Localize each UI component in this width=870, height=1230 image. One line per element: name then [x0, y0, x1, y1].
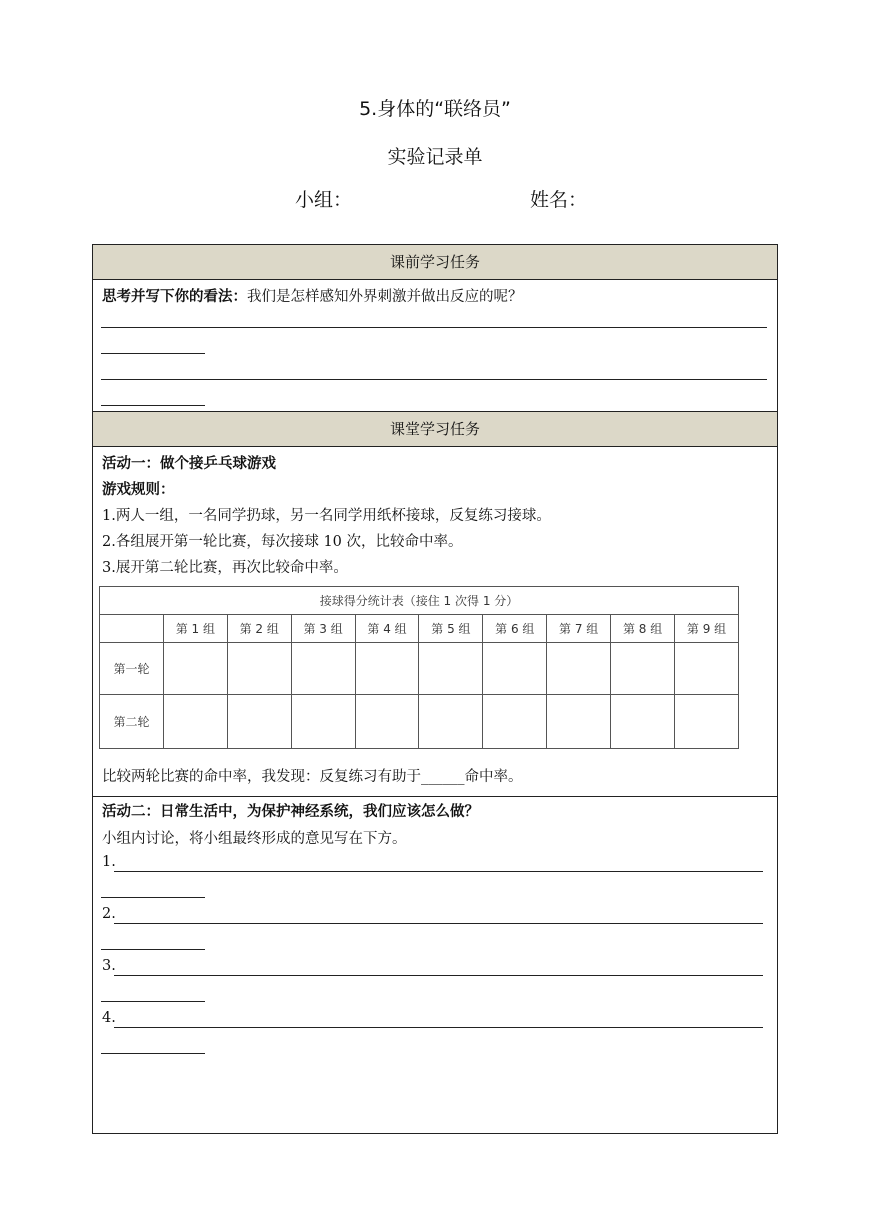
score-cell[interactable] [419, 643, 483, 694]
score-cell[interactable] [355, 643, 419, 694]
table-row [100, 643, 739, 694]
score-cell[interactable] [611, 694, 675, 748]
prompt-bold: 思考并写下你的看法： [102, 288, 247, 305]
score-cell[interactable] [419, 694, 483, 748]
table-corner-cell [100, 615, 164, 643]
answer-number: 2. [102, 906, 116, 922]
column-header: 第 7 组 [547, 615, 611, 643]
score-cell[interactable] [483, 694, 547, 748]
answer-line[interactable] [114, 975, 763, 976]
answer-number: 3. [102, 958, 116, 974]
column-header: 第 2 组 [227, 615, 291, 643]
section-header-pre-class: 课前学习任务 [93, 244, 777, 280]
rule-item: 3.展开第二轮比赛，再次比较命中率。 [102, 560, 348, 576]
answer-line-short[interactable] [101, 1053, 205, 1054]
conclusion-text: 比较两轮比赛的命中率，我发现：反复练习有助于______命中率。 [102, 769, 523, 785]
score-cell[interactable] [291, 643, 355, 694]
group-label: 小组： [295, 189, 353, 211]
answer-line-short[interactable] [101, 353, 205, 354]
answer-number: 1. [102, 854, 116, 870]
score-cell[interactable] [483, 643, 547, 694]
score-cell[interactable] [611, 643, 675, 694]
answer-line[interactable] [114, 871, 763, 872]
page-subtitle: 实验记录单 [387, 146, 483, 168]
answer-line-short[interactable] [101, 897, 205, 898]
prompt-text: 我们是怎样感知外界刺激并做出反应的呢？ [247, 289, 523, 305]
table-row [100, 694, 739, 748]
worksheet-frame [92, 244, 778, 1134]
column-header: 第 5 组 [419, 615, 483, 643]
activity-two-instruction: 小组内讨论，将小组最终形成的意见写在下方。 [102, 831, 407, 847]
score-cell[interactable] [355, 694, 419, 748]
score-cell[interactable] [547, 694, 611, 748]
page-title: 5.身体的“联络员” [359, 98, 511, 120]
answer-number: 4. [102, 1010, 116, 1026]
answer-line[interactable] [101, 379, 767, 380]
answer-line-short[interactable] [101, 1001, 205, 1002]
rule-item: 1.两人一组，一名同学扔球，另一名同学用纸杯接球，反复练习接球。 [102, 508, 551, 524]
answer-line-short[interactable] [101, 405, 205, 406]
column-header: 第 6 组 [483, 615, 547, 643]
column-header: 第 3 组 [291, 615, 355, 643]
score-cell[interactable] [675, 694, 739, 748]
column-header: 第 8 组 [611, 615, 675, 643]
activity-two-title: 活动二：日常生活中，为保护神经系统，我们应该怎么做？ [102, 803, 479, 820]
answer-line[interactable] [101, 327, 767, 328]
column-header: 第 1 组 [163, 615, 227, 643]
answer-line[interactable] [114, 1027, 763, 1028]
score-cell[interactable] [227, 694, 291, 748]
activity-one-title: 活动一：做个接乒乓球游戏 [102, 455, 276, 472]
rule-item: 2.各组展开第一轮比赛，每次接球 10 次，比较命中率。 [102, 534, 463, 550]
score-cell[interactable] [163, 643, 227, 694]
name-label: 姓名： [530, 189, 588, 211]
row-header: 第一轮 [100, 643, 164, 694]
score-cell[interactable] [227, 643, 291, 694]
score-cell[interactable] [163, 694, 227, 748]
score-cell[interactable] [547, 643, 611, 694]
row-header: 第二轮 [100, 694, 164, 748]
column-header: 第 4 组 [355, 615, 419, 643]
pre-class-prompt [102, 285, 523, 306]
score-cell[interactable] [675, 643, 739, 694]
score-table [99, 586, 739, 749]
answer-line[interactable] [114, 923, 763, 924]
answer-line-short[interactable] [101, 949, 205, 950]
score-cell[interactable] [291, 694, 355, 748]
rules-title: 游戏规则： [102, 481, 175, 498]
column-header: 第 9 组 [675, 615, 739, 643]
table-caption: 接球得分统计表（接住 1 次得 1 分） [100, 587, 739, 615]
section-header-in-class: 课堂学习任务 [93, 411, 777, 447]
section-divider [93, 796, 777, 797]
